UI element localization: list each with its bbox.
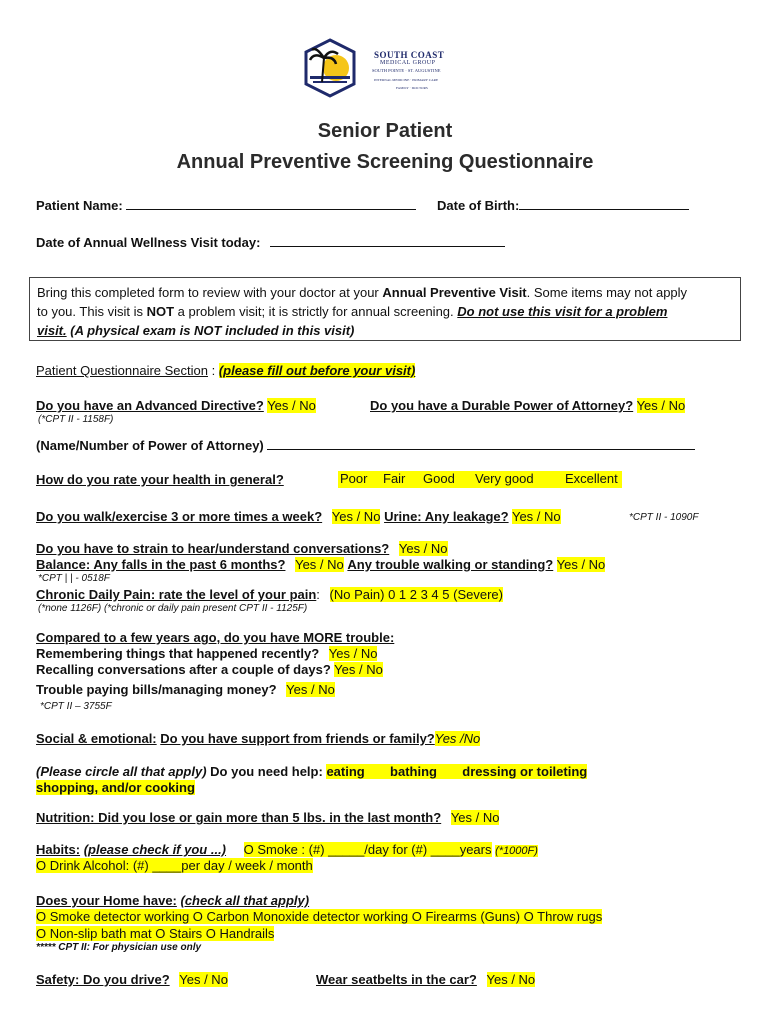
pain-cpt: (*none 1126F) (*chronic or daily pain present CPT II - 1125F) <box>38 603 308 614</box>
notice-p3-bi: (A physical exam is NOT included in this visit) <box>66 323 355 338</box>
logo-line-5: FAMILY · DOCTORS <box>396 86 428 90</box>
adv-directive-answer[interactable]: Yes / No <box>267 398 316 413</box>
poa-row <box>370 398 685 413</box>
adv-directive-row <box>36 398 316 413</box>
recall-row <box>36 662 383 677</box>
smoke-option[interactable]: O Smoke : (#) _____/day for (#) ____years <box>243 842 492 857</box>
social-question: Do you have support from friends or family? <box>160 731 435 746</box>
bills-question: Trouble paying bills/managing money? <box>36 682 277 697</box>
poa-name-field[interactable] <box>267 438 695 450</box>
health-options <box>338 471 622 488</box>
notice-p3-bu: visit. <box>37 323 67 338</box>
logo-line-3: SOUTH POINTE · ST. AUGUSTINE <box>372 68 441 73</box>
logo-line-2: MEDICAL GROUP <box>380 60 436 66</box>
dob-field[interactable] <box>519 198 689 210</box>
balance-answer[interactable]: Yes / No <box>295 557 344 572</box>
walk-question: Do you walk/exercise 3 or more times a week? <box>36 509 323 524</box>
poa-answer[interactable]: Yes / No <box>636 398 686 413</box>
pain-row <box>36 587 503 602</box>
nutrition-question: Nutrition: Did you lose or gain more than 5 lbs. in the last month? <box>36 810 442 825</box>
dob-row <box>437 198 689 213</box>
notice-p2-bold: NOT <box>146 304 175 319</box>
seatbelt-question: Wear seatbelts in the car? <box>316 972 477 987</box>
hear-question: Do you have to strain to hear/understand conversations? <box>36 541 390 556</box>
help-option-dressing[interactable]: dressing or toileting <box>462 764 588 779</box>
notice-p1-end: . Some items may not apply <box>526 285 688 300</box>
notice-p2-bu: Do not use this visit for a problem <box>457 304 668 319</box>
home-options-line-1[interactable]: O Smoke detector working O Carbon Monoxide detector working O Firearms (Guns) O Throw rugs <box>36 909 603 924</box>
clinic-logo <box>300 38 458 98</box>
nutrition-row <box>36 810 499 825</box>
social-label: Social & emotional: <box>36 731 157 746</box>
seatbelt-row <box>316 972 535 987</box>
trouble-walk-question: Any trouble walking or standing? <box>347 557 554 572</box>
balance-question: Balance: Any falls in the past 6 months? <box>36 557 286 572</box>
drink-row <box>36 858 313 873</box>
patient-name-row <box>36 198 416 213</box>
bills-answer[interactable]: Yes / No <box>286 682 335 697</box>
cpt-1158: (*CPT II - 1158F) <box>38 414 114 425</box>
help-option-eating[interactable]: eating <box>326 764 365 779</box>
pain-question: Chronic Daily Pain: rate the level of your pain <box>36 587 317 602</box>
notice-p1: Bring this completed form to review with your doctor at your <box>37 285 383 300</box>
health-option-excellent[interactable]: Excellent <box>565 471 618 486</box>
nutrition-answer[interactable]: Yes / No <box>450 810 500 825</box>
logo-line-4: INTERNAL MEDICINE · PRIMARY CARE <box>374 78 439 82</box>
smoke-cpt: (*1000F) <box>495 845 538 857</box>
drink-option[interactable]: O Drink Alcohol: (#) ____per day / week / month <box>36 858 313 873</box>
habits-check-note: (please check if you ...) <box>83 842 227 857</box>
awv-date-label: Date of Annual Wellness Visit today: <box>36 235 261 250</box>
remember-row <box>36 646 377 661</box>
cpt-1090: *CPT II - 1090F <box>629 512 699 523</box>
notice-p2-mid: a problem visit; it is strictly for annual screening. <box>174 304 458 319</box>
hear-row <box>36 541 448 556</box>
poa-question: Do you have a Durable Power of Attorney? <box>370 398 634 413</box>
physician-note: ***** CPT II: For physician use only <box>36 942 202 953</box>
help-option-bathing[interactable]: bathing <box>390 764 437 779</box>
health-option-good[interactable]: Good <box>423 471 455 486</box>
home-label: Does your Home have: <box>36 893 177 908</box>
title-line-2: Annual Preventive Screening Questionnaire <box>176 151 594 173</box>
patient-name-label: Patient Name: <box>36 198 123 213</box>
drive-row <box>36 972 228 987</box>
health-option-poor[interactable]: Poor <box>340 471 368 486</box>
section-label: Patient Questionnaire Section <box>36 363 208 378</box>
help-row <box>36 764 587 779</box>
logo-line-1: SOUTH COAST <box>374 50 445 60</box>
title-line-1: Senior Patient <box>317 120 453 142</box>
notice-p1-bold: Annual Preventive Visit <box>382 285 527 300</box>
social-row <box>36 731 480 746</box>
pain-colon: : <box>316 587 320 602</box>
poa-name-label: (Name/Number of Power of Attorney) <box>36 438 264 453</box>
dob-label: Date of Birth: <box>437 198 520 213</box>
remember-answer[interactable]: Yes / No <box>328 646 378 661</box>
habits-row <box>36 842 538 857</box>
leak-question: Urine: Any leakage? <box>384 509 509 524</box>
patient-name-field[interactable] <box>126 198 416 210</box>
section-note: (please fill out before your visit) <box>218 363 416 378</box>
health-question: How do you rate your health in general? <box>36 472 284 487</box>
balance-row <box>36 557 605 572</box>
awv-date-field[interactable] <box>270 235 505 247</box>
drive-question: Safety: Do you drive? <box>36 972 170 987</box>
bills-row <box>36 682 335 697</box>
walk-row <box>36 509 561 524</box>
recall-answer[interactable]: Yes / No <box>334 662 383 677</box>
notice-box <box>29 277 741 341</box>
leak-answer[interactable]: Yes / No <box>511 509 561 524</box>
home-check-note: (check all that apply) <box>180 893 310 908</box>
help-row-2 <box>36 780 195 795</box>
help-question: Do you need help: <box>206 764 327 779</box>
habits-label: Habits: <box>36 842 81 857</box>
home-heading <box>36 893 309 908</box>
recall-question: Recalling conversations after a couple of days? <box>36 662 331 677</box>
poa-name-row <box>36 438 695 453</box>
cpt-0518: *CPT | | - 0518F <box>38 573 110 584</box>
hear-answer[interactable]: Yes / No <box>398 541 448 556</box>
adv-directive-question: Do you have an Advanced Directive? <box>36 398 264 413</box>
compared-heading: Compared to a few years ago, do you have MORE trouble: <box>36 630 395 645</box>
notice-p2: to you. This visit is <box>37 304 147 319</box>
trouble-walk-answer[interactable]: Yes / No <box>556 557 606 572</box>
social-answer[interactable]: Yes /No <box>434 731 481 746</box>
health-option-fair[interactable]: Fair <box>383 471 406 486</box>
health-option-very-good[interactable]: Very good <box>475 471 534 486</box>
drive-answer[interactable]: Yes / No <box>179 972 228 987</box>
remember-question: Remembering things that happened recently? <box>36 646 320 661</box>
pain-scale[interactable]: (No Pain) 0 1 2 3 4 5 (Severe) <box>329 587 503 602</box>
seatbelt-answer[interactable]: Yes / No <box>486 972 536 987</box>
section-colon: : <box>208 363 219 378</box>
cpt-3755: *CPT II – 3755F <box>40 701 112 712</box>
help-option-shopping[interactable]: shopping, and/or cooking <box>36 780 195 795</box>
home-options-line-2[interactable]: O Non-slip bath mat O Stairs O Handrails <box>36 926 275 941</box>
help-circle-note: (Please circle all that apply) <box>36 764 207 779</box>
walk-answer[interactable]: Yes / No <box>331 509 381 524</box>
section-heading <box>36 363 415 378</box>
awv-date-row <box>36 235 505 250</box>
